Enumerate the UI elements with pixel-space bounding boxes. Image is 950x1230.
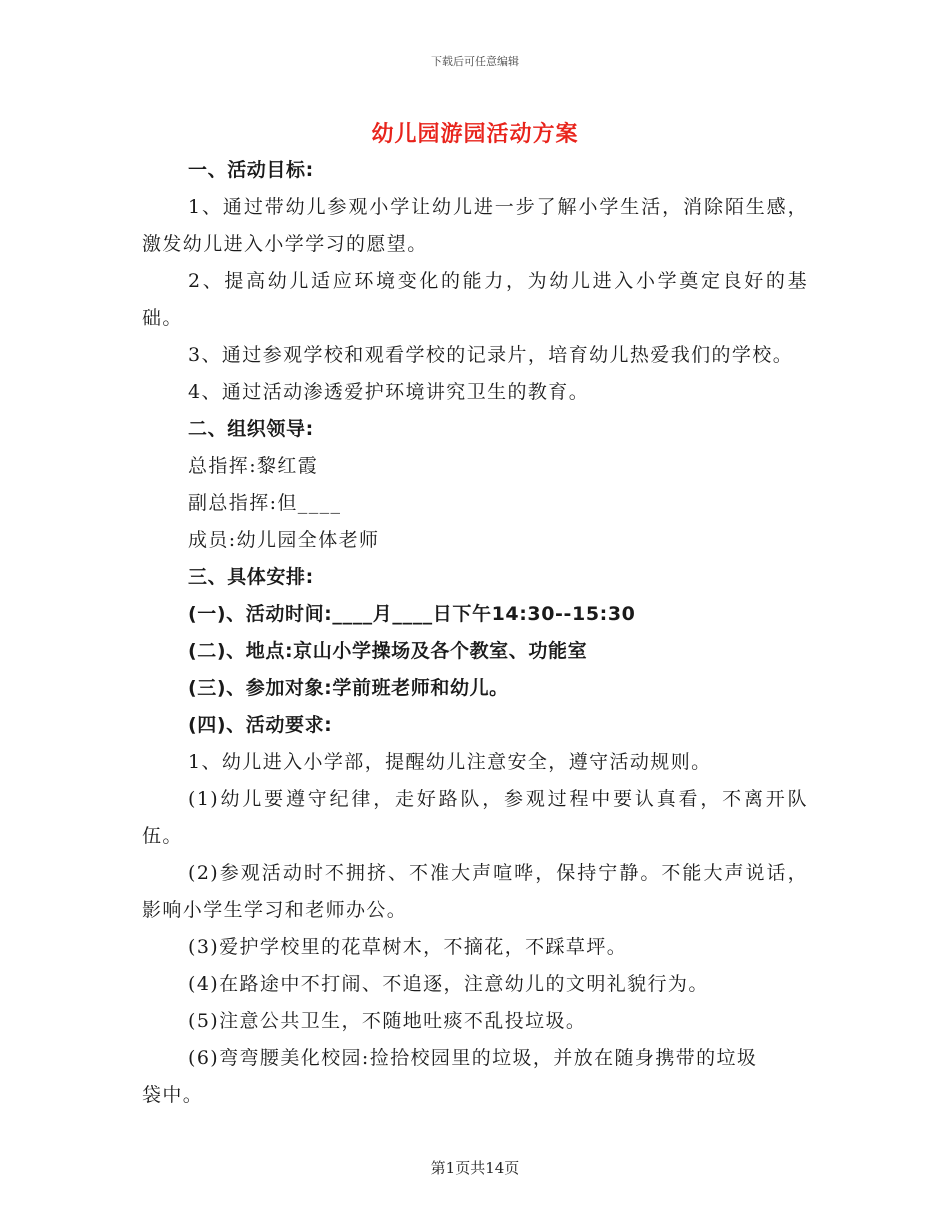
body-line: (5)注意公共卫生，不随地吐痰不乱投垃圾。 — [188, 1010, 587, 1032]
body-line: (3)爱护学校里的花草树木，不摘花，不踩草坪。 — [188, 936, 628, 958]
body-line: (2)参观活动时不拥挤、不准大声喧哗，保持宁静。不能大声说话， — [188, 862, 808, 884]
body-line: 2、提高幼儿适应环境变化的能力，为幼儿进入小学奠定良好的基 — [188, 270, 808, 292]
body-line: (4)在路途中不打闹、不追逐，注意幼儿的文明礼貌行为。 — [188, 973, 709, 995]
header-note: 下载后可任意编辑 — [431, 55, 519, 68]
body-line: (6)弯弯腰美化校园:捡拾校园里的垃圾，并放在随身携带的垃圾 — [188, 1047, 758, 1069]
document-body — [142, 152, 808, 1114]
body-line: 成员:幼儿园全体老师 — [188, 529, 380, 551]
body-line: 影响小学生学习和老师办公。 — [142, 899, 408, 921]
section-heading: 二、组织领导: — [188, 418, 314, 440]
body-line: 础。 — [142, 307, 183, 329]
body-line: (1)幼儿要遵守纪律，走好路队，参观过程中要认真看，不离开队 — [188, 788, 808, 810]
body-line: 袋中。 — [142, 1084, 204, 1106]
body-line: 副总指挥:但____ — [188, 492, 342, 514]
section-heading: (三)、参加对象:学前班老师和幼儿。 — [188, 677, 509, 699]
section-heading: 一、活动目标: — [188, 159, 314, 181]
body-line: 总指挥:黎红霞 — [188, 455, 319, 477]
body-line: 1、幼儿进入小学部，提醒幼儿注意安全，遵守活动规则。 — [188, 751, 712, 773]
body-line: 4、通过活动渗透爱护环境讲究卫生的教育。 — [188, 381, 590, 403]
body-line: 3、通过参观学校和观看学校的记录片，培育幼儿热爱我们的学校。 — [188, 344, 794, 366]
document-title: 幼儿园游园活动方案 — [371, 122, 579, 147]
section-heading: (四)、活动要求: — [188, 714, 333, 736]
body-line: 伍。 — [142, 825, 183, 847]
section-heading: (二)、地点:京山小学操场及各个教室、功能室 — [188, 640, 588, 662]
section-heading: 三、具体安排: — [188, 566, 314, 588]
body-line: 1、通过带幼儿参观小学让幼儿进一步了解小学生活，消除陌生感， — [188, 196, 808, 218]
page-footer: 第1页共14页 — [430, 1159, 520, 1177]
section-heading: (一)、活动时间:____月____日下午14:30--15:30 — [188, 603, 636, 625]
body-line: 激发幼儿进入小学学习的愿望。 — [142, 233, 428, 255]
